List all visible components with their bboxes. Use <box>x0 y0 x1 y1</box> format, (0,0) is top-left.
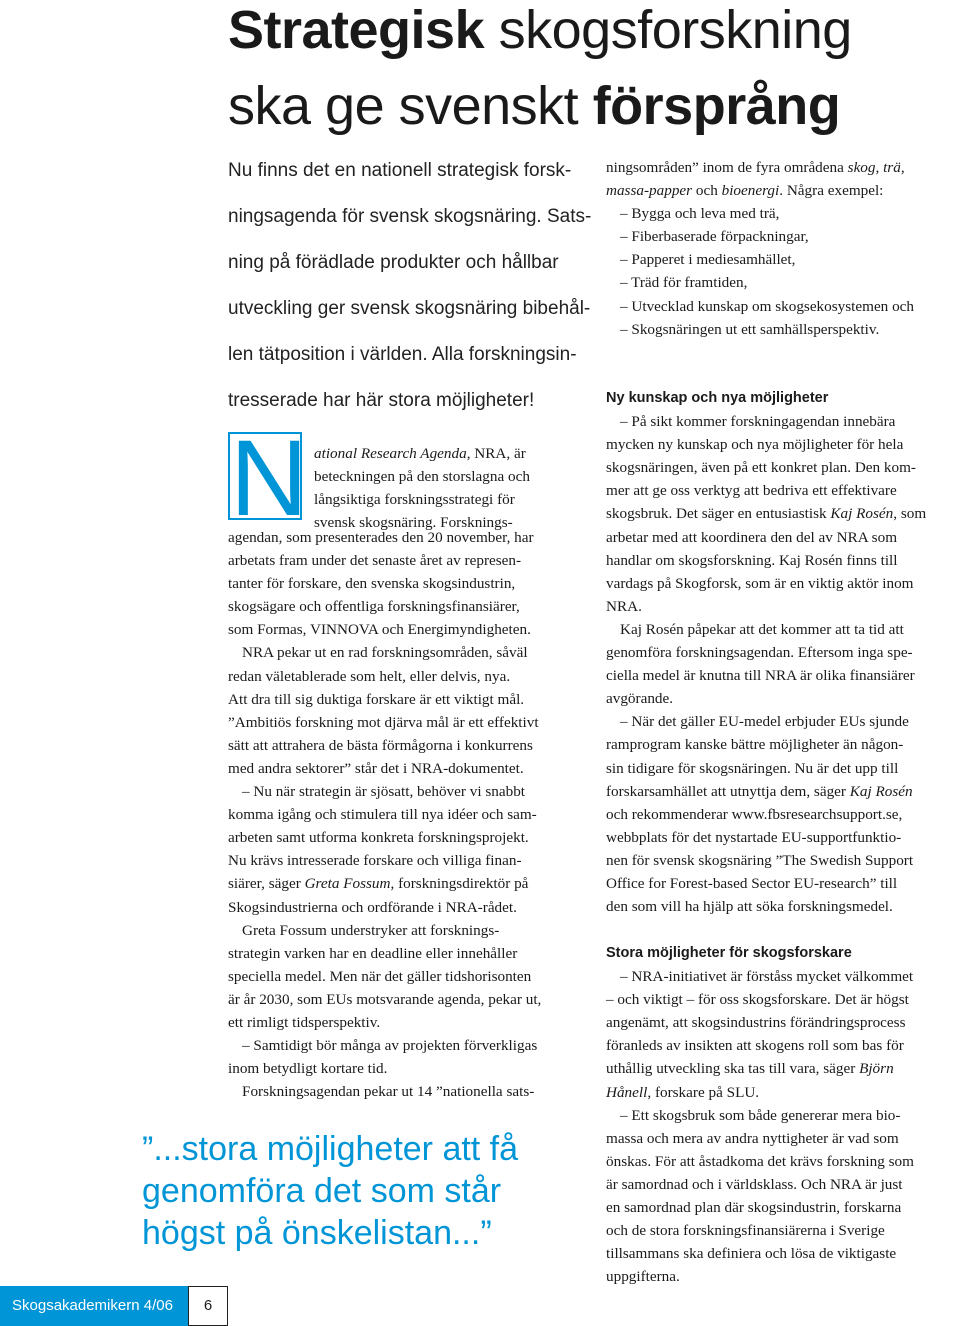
list-item: – Utvecklad kunskap om skogsekosystemen och <box>620 297 914 315</box>
dropcap-letter: N <box>230 417 308 538</box>
magazine-footer: Skogsakademikern 4/06 <box>0 1286 188 1326</box>
body-line: Kaj Rosén påpekar att det kommer att ta tid att <box>620 620 904 638</box>
pull-quote <box>142 1128 518 1254</box>
column-2-section-2 <box>606 942 956 1288</box>
body-line: agendan, som presenterades den 20 november, har <box>228 529 534 546</box>
body-line: handlar om skogsforskning. Kaj Rosén finns till <box>606 551 898 569</box>
body-line: mycken ny kunskap och nya möjligheter för hela <box>606 436 904 454</box>
column-2-top <box>606 156 956 341</box>
column-1-intro <box>314 442 584 534</box>
body-line: – och viktigt – för oss skogsforskare. Det är högst <box>606 991 909 1009</box>
body-line: Hånell, forskare på SLU. <box>606 1083 760 1101</box>
body-line: tanter för forskare, den svenska skogsindustrin, <box>228 575 516 593</box>
pull-quote-line: genomföra det som står <box>142 1172 502 1210</box>
body-line: uthållig utveckling ska tas till vara, säger Björn <box>606 1060 894 1078</box>
body-line: – Ett skogsbruk som både genererar mera bio- <box>620 1106 901 1124</box>
body-line: nen för svensk skogsnäring ”The Swedish Support <box>606 851 914 869</box>
headline-line-1: Strategisk skogsforskning <box>228 0 852 60</box>
page-number: 6 <box>188 1286 228 1326</box>
headline-line-2: ska ge svenskt försprång <box>228 76 841 136</box>
body-line: önskas. För att åstadkoma det krävs forskning som <box>606 1152 914 1170</box>
lead-line: Nu finns det en nationell strategisk forsk- <box>228 160 572 181</box>
body-line: långsiktiga forskningsstrategi för <box>314 491 515 509</box>
lead-line: len tätposition i världen. Alla forskningsin- <box>228 344 577 365</box>
body-line: skogsbruk. Det säger en entusiastisk Kaj Rosén, som <box>606 505 927 523</box>
body-line: med andra sektorer” står det i NRA-dokumentet. <box>228 759 524 777</box>
body-line: komma igång och stimulera till nya idéer och sam- <box>228 806 537 824</box>
body-line: ciella medel är knutna till NRA är olika finansiärer <box>606 667 915 685</box>
body-line: uppgifterna. <box>606 1268 680 1286</box>
body-line: ”Ambitiös forskning mot djärva mål är ett effektivt <box>228 713 539 731</box>
pull-quote-line: högst på önskelistan...” <box>142 1214 492 1252</box>
body-line: Forskningsagendan pekar ut 14 ”nationella sats- <box>242 1083 535 1101</box>
body-line: avgörande. <box>606 690 674 708</box>
subheading: Ny kunskap och nya möjligheter <box>606 390 829 406</box>
body-line: NRA. <box>606 597 642 615</box>
list-item: – Skogsnäringen ut ett samhällsperspektiv. <box>620 320 880 338</box>
body-line: skogsnäringen, även på ett konkret plan. Den kom- <box>606 459 916 477</box>
body-line: – Samtidigt bör många av projekten förverkligas <box>242 1037 538 1055</box>
body-line: är samordnad och i världsklass. Och NRA är just <box>606 1175 903 1193</box>
lead-paragraph <box>228 148 598 424</box>
body-line: strategin varken har en deadline eller innehåller <box>228 944 518 962</box>
body-line: ett rimligt tidsperspektiv. <box>228 1013 381 1031</box>
body-line: som Formas, VINNOVA och Energimyndigheten. <box>228 621 531 639</box>
list-item: – Fiberbaserade förpackningar, <box>620 228 809 246</box>
body-line: siärer, säger Greta Fossum, forskningsdirektör på <box>228 875 529 893</box>
body-line: inom betydligt kortare tid. <box>228 1060 388 1078</box>
lead-line: tresserade har här stora möjligheter! <box>228 390 535 411</box>
body-line: skogsägare och offentliga forskningsfinansiärer, <box>228 598 520 616</box>
body-line: webbplats för det nystartade EU-supportfunktio- <box>606 828 902 846</box>
body-line: Greta Fossum understryker att forsknings- <box>242 921 500 939</box>
body-line: tillsammans ska definiera och lösa de viktigaste <box>606 1245 897 1263</box>
list-item: – Papperet i mediesamhället, <box>620 251 796 269</box>
body-line: – NRA-initiativet är förståss mycket välkommet <box>620 968 914 986</box>
pull-quote-line: ”...stora möjligheter att få <box>142 1130 519 1168</box>
body-line: angenämt, att skogsindustrins förändringsprocess <box>606 1014 906 1032</box>
body-line: arbeten samt utforma konkreta forskningsprojekt. <box>228 829 529 847</box>
body-line: sätt att attrahera de bästa förmågorna i konkurrens <box>228 736 533 754</box>
list-item: – Bygga och leva med trä, <box>620 205 780 223</box>
body-line: och de stora forskningsfinansiärerna i Sverige <box>606 1222 885 1240</box>
body-line: föranleds av insikten att skogens roll som bas för <box>606 1037 904 1055</box>
column-2-section-1 <box>606 387 956 918</box>
body-line: en samordnad plan där skogsindustrin, forskarna <box>606 1199 902 1217</box>
body-line: ramprogram kanske bättre möjligheter än någon- <box>606 736 904 754</box>
body-line: speciella medel. Men när det gäller tidshorisonten <box>228 967 532 985</box>
body-line: – Nu när strategin är sjösatt, behöver vi snabbt <box>242 783 526 801</box>
body-line: mer att ge oss verktyg att bedriva ett effektivare <box>606 482 897 500</box>
body-line: den som vill ha hjälp att söka forskningsmedel. <box>606 898 893 916</box>
body-line: forskarsamhället att utnyttja dem, säger Kaj Rosén <box>606 782 913 800</box>
list-item: – Träd för framtiden, <box>620 274 748 292</box>
body-line: sin tidigare för skogsnäringen. Nu är det upp till <box>606 759 899 777</box>
body-line: massa och mera av andra nyttigheter är vad som <box>606 1129 899 1147</box>
body-line: ational Research Agenda, NRA, är <box>314 445 526 462</box>
body-line: arbetats fram under det senaste året av represen- <box>228 552 522 570</box>
body-line: ningsområden” inom de fyra områdena skog, trä, <box>606 159 905 176</box>
body-line: NRA pekar ut en rad forskningsområden, såväl <box>242 644 528 662</box>
body-line: Att dra till sig duktiga forskare är ett viktigt mål. <box>228 690 525 708</box>
column-1-body <box>228 526 588 1103</box>
body-line: redan väletablerade som helt, eller delvis, nya. <box>228 667 511 685</box>
body-line: massa-papper och bioenergi. Några exempel: <box>606 182 884 200</box>
body-line: Skogsindustrierna och ordförande i NRA-rådet. <box>228 898 517 916</box>
body-line: arbetar med att koordinera den del av NRA som <box>606 528 898 546</box>
body-line: Office for Forest-based Sector EU-research” till <box>606 874 898 892</box>
lead-line: ning på förädlade produkter och hållbar <box>228 252 559 273</box>
body-line: genomföra forskningsagendan. Eftersom inga spe- <box>606 644 913 662</box>
body-line: Nu krävs intresserade forskare och villiga finan- <box>228 852 522 870</box>
subheading: Stora möjligheter för skogsforskare <box>606 945 852 961</box>
dropcap-frame <box>228 417 308 538</box>
lead-line: utveckling ger svensk skogsnäring bibehål- <box>228 298 591 319</box>
body-line: – När det gäller EU-medel erbjuder EUs sjunde <box>620 713 909 731</box>
body-line: är år 2030, som EUs motsvarande agenda, pekar ut, <box>228 990 542 1008</box>
body-line: och rekommenderar www.fbsresearchsupport.se, <box>606 805 903 823</box>
body-line: – På sikt kommer forskningagendan innebära <box>620 413 896 431</box>
body-line: vardags på Skogforsk, som är en viktig aktör inom <box>606 574 914 592</box>
body-line: svensk skogsnäring. Forsknings- <box>314 514 513 532</box>
body-line: beteckningen på den storslagna och <box>314 468 530 486</box>
lead-line: ningsagenda för svensk skogsnäring. Sats- <box>228 206 592 227</box>
